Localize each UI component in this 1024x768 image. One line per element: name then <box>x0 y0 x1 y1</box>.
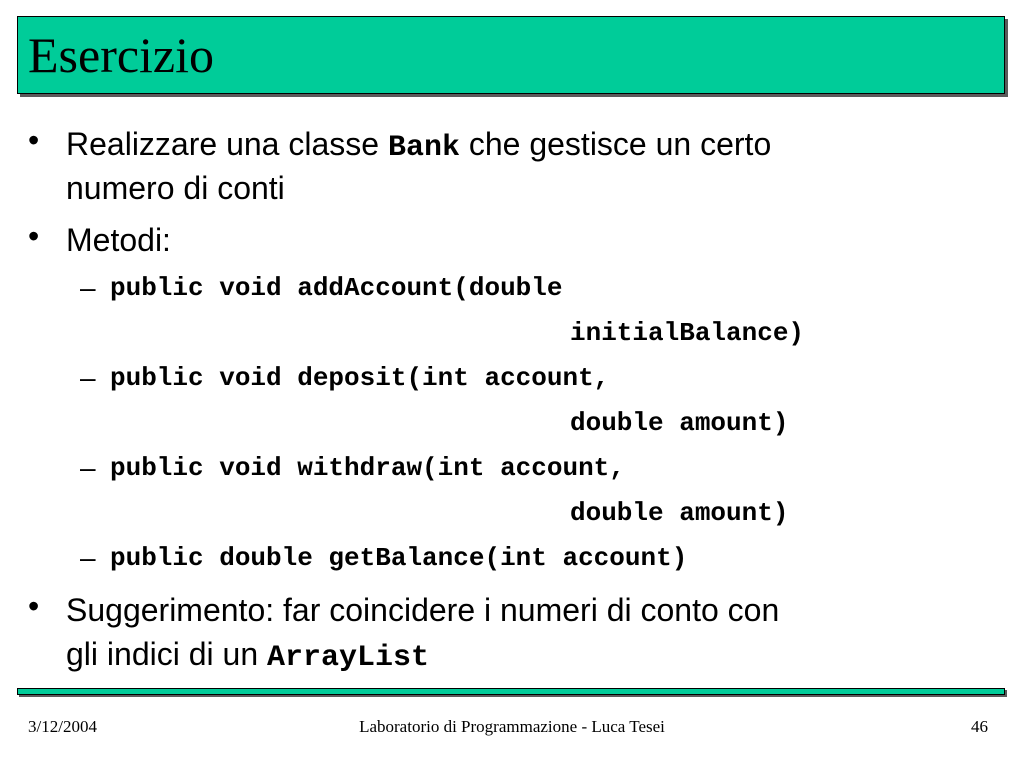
bullet-text-suffix: che gestisce un certo <box>459 126 772 162</box>
bullet-dot-icon: • <box>28 588 40 624</box>
footer-date: 3/12/2004 <box>28 717 97 736</box>
bullet-suggestion: Suggerimento: far coincidere i numeri di conto con <box>66 592 780 628</box>
bullet-suggestion-prefix: gli indici di un <box>66 636 267 672</box>
arraylist-code: ArrayList <box>267 641 430 675</box>
dash-icon: – <box>80 362 96 393</box>
footer-course: Laboratorio di Programmazione - Luca Tesei <box>359 717 665 736</box>
dash-icon: – <box>80 542 96 573</box>
bullet-class-description-line2: numero di conti <box>66 170 285 206</box>
method-add-account-line2: initialBalance) <box>570 318 805 348</box>
dash-icon: – <box>80 272 96 303</box>
class-name-code: Bank <box>387 131 460 165</box>
dash-icon: – <box>80 452 96 483</box>
bullet-methods-heading: Metodi: <box>66 222 171 258</box>
bullet-suggestion-line2 <box>66 632 996 680</box>
footer-page-number: 46 <box>971 717 988 736</box>
bullet-dot-icon: • <box>28 218 40 254</box>
bullet-dot-icon: • <box>28 122 40 158</box>
slide-title: Esercizio <box>28 27 215 83</box>
bullet-class-description <box>66 122 996 170</box>
method-withdraw-line2: double amount) <box>570 498 789 528</box>
footer-divider <box>17 688 1005 695</box>
method-deposit-line2: double amount) <box>570 408 789 438</box>
bullet-text-prefix: Realizzare una classe <box>66 126 388 162</box>
method-withdraw-line1: public void withdraw(int account, <box>110 453 625 483</box>
method-get-balance: public double getBalance(int account) <box>110 543 688 573</box>
method-deposit-line1: public void deposit(int account, <box>110 363 610 393</box>
method-add-account-line1: public void addAccount(double <box>110 273 563 303</box>
